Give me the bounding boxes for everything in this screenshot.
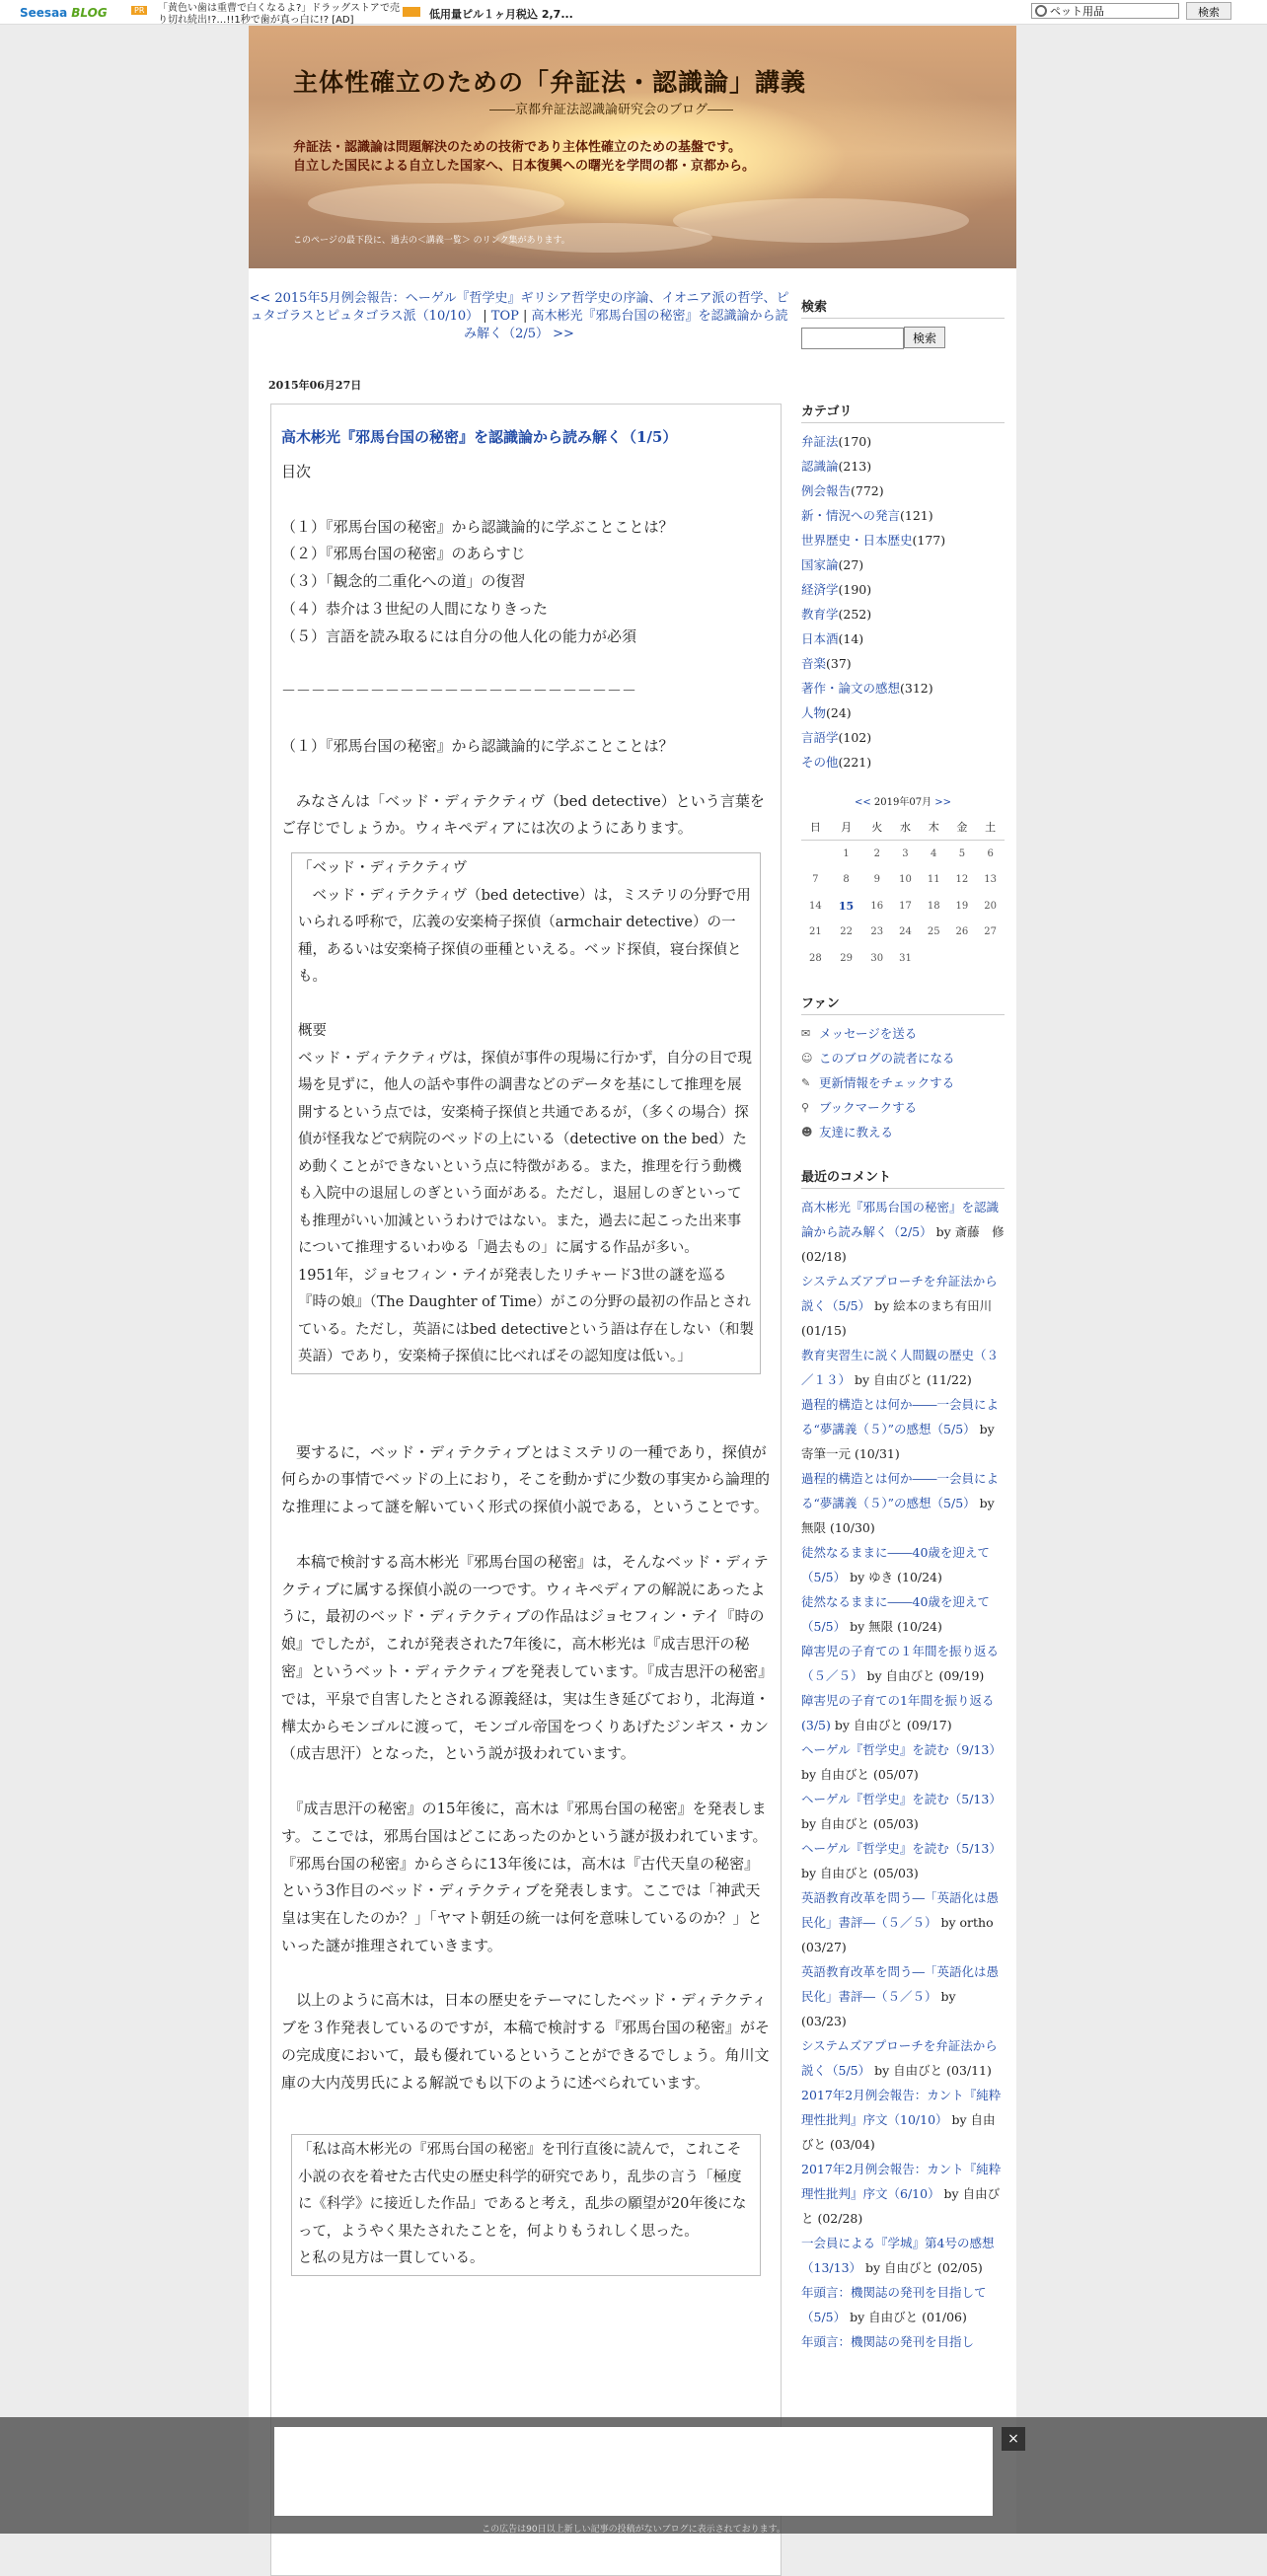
- comment-item: [801, 1836, 1005, 1885]
- calendar-day: 5: [958, 847, 966, 859]
- category-count: (190): [838, 582, 872, 597]
- toolbar-search-input[interactable]: [1031, 3, 1179, 19]
- friend-icon: ☻: [801, 1125, 813, 1139]
- comment-article-link[interactable]: 2017年2月例会報告：カント『純粋理性批判』序文（10/10）: [801, 2088, 1002, 2127]
- search-icon: [1035, 5, 1047, 17]
- category-item: [801, 478, 1005, 503]
- topbar-ad-link-2[interactable]: 低用量ピル１ヶ月税込 2,7...: [429, 8, 573, 21]
- calendar-day: 21: [808, 926, 822, 938]
- toolbar-search-button[interactable]: 検索: [1186, 2, 1231, 20]
- comment-author: by 自由びと (05/03): [801, 1816, 919, 1831]
- calendar-day: 30: [870, 952, 884, 964]
- toc-item: （３）「観念的二重化への道」の復習: [281, 572, 526, 591]
- category-count: (221): [838, 755, 872, 770]
- calendar-day: 28: [808, 952, 822, 964]
- comment-author: by ゆき (10/24): [846, 1570, 942, 1584]
- next-article-link[interactable]: 高木彬光『邪馬台国の秘密』を認識論から読み解く（2/5） >>: [464, 309, 788, 341]
- calendar-day: 18: [927, 900, 940, 912]
- comment-item: [801, 2033, 1005, 2083]
- comment-item: [801, 1343, 1005, 1392]
- comment-article-link[interactable]: 一会員による『学城』第4号の感想（13/13）: [801, 2236, 995, 2275]
- comment-author: by 無限 (10/30): [801, 1496, 995, 1535]
- comment-item: [801, 1885, 1005, 1959]
- category-link[interactable]: 国家論: [801, 557, 839, 572]
- calendar-day: 29: [840, 952, 853, 964]
- comment-article-link[interactable]: ヘーゲル『哲学史』を読む（9/13）: [801, 1742, 1002, 1757]
- comment-author: by 絵本のまち有田川 (01/15): [801, 1298, 993, 1338]
- category-link[interactable]: 著作・論文の感想: [801, 681, 901, 696]
- comment-article-link[interactable]: 高木彬光『邪馬台国の秘密』を認識論から読み解く（2/5）: [801, 1200, 1000, 1239]
- calendar-day: 23: [870, 926, 884, 938]
- fan-item: [801, 1021, 1005, 1046]
- fan-item: [801, 1095, 1005, 1120]
- comment-article-link[interactable]: システムズアプローチを弁証法から説く（5/5）: [801, 2038, 998, 2078]
- calendar-day-today[interactable]: 15: [838, 899, 855, 913]
- fan-link[interactable]: 友達に教える: [819, 1125, 894, 1140]
- blockquote: [291, 2134, 761, 2276]
- calendar-day: 27: [984, 926, 997, 938]
- overlay-note: この広告は90日以上新しい記事の投稿がないブログに表示されております。: [482, 2525, 785, 2535]
- comment-author: by 寄筆一元 (10/31): [801, 1422, 995, 1461]
- category-count: (177): [912, 533, 946, 548]
- comment-article-link[interactable]: 徒然なるままに――40歳を迎えて（5/5）: [801, 1594, 990, 1634]
- calendar-week: [801, 945, 1005, 972]
- comment-item: [801, 1269, 1005, 1343]
- calendar-day: 6: [987, 847, 994, 859]
- calendar-month: 2019年07月: [873, 797, 932, 808]
- quote-text: 概要: [298, 1023, 327, 1040]
- comment-item: [801, 1737, 1005, 1787]
- category-link[interactable]: 言語学: [801, 730, 839, 745]
- calendar-day: [976, 945, 1005, 972]
- post-body: [281, 459, 771, 2286]
- comment-author: by 自由びと (09/17): [830, 1718, 952, 1732]
- divider: －－－－－－－－－－－－－－－－－－－－－－－－: [281, 682, 637, 700]
- calendar-day: 22: [840, 926, 853, 938]
- category-item: [801, 676, 1005, 700]
- paragraph: 要するに，ベッド・ディテクティブとはミステリの一種であり，探偵が何らかの事情でベッドの上におり，そこを動かずに少数の事実から論理的な推理によって謎を解いていく形式の探偵小説である，ということです。: [281, 1442, 771, 1516]
- category-link[interactable]: 人物: [801, 705, 827, 720]
- quote-text: 「ベッド・ディテクティヴ: [298, 860, 468, 877]
- comment-author: by 自由びと (05/07): [801, 1767, 919, 1782]
- calendar-day: 19: [955, 900, 969, 912]
- category-count: (772): [851, 483, 884, 498]
- category-count: (14): [838, 631, 864, 646]
- calendar-week: [801, 841, 1005, 867]
- calendar-week: [801, 867, 1005, 894]
- blog-description: 弁証法・認識論は問題解決のための技術であり主体性確立のための基盤です。: [293, 140, 741, 155]
- toc-item: （５）言語を読み取るには自分の他人化の能力が必須: [281, 626, 637, 645]
- calendar-day: [801, 841, 830, 867]
- post-date: 2015年06月27日: [268, 379, 362, 392]
- category-link[interactable]: 新・情況への発言: [801, 508, 901, 523]
- comment-article-link[interactable]: 障害児の子育ての１年間を振り返る（５／５）: [801, 1644, 1000, 1683]
- toc-item: （２）『邪馬台国の秘密』のあらすじ: [281, 545, 526, 563]
- toc-heading: 目次: [281, 463, 312, 480]
- comment-article-link[interactable]: 年頭言：機関誌の発刊を目指し: [801, 2334, 975, 2349]
- fan-link[interactable]: 更新情報をチェックする: [819, 1075, 955, 1090]
- fan-item: [801, 1046, 1005, 1070]
- search-heading: 検索: [801, 296, 1005, 319]
- calendar-week: [801, 893, 1005, 920]
- calendar-day: 8: [843, 874, 850, 886]
- quote-text: 1951年，ジョセフィン・テイが発表したリチャード3世の謎を巡る『時の娘』（The Daughter of Time）がこの分野の最初の作品とされている。ただし，英語にはbed detectiveという語は存在しない（和製英語）であり，安楽椅子探偵に比べればその認知度は低い。」: [298, 1267, 754, 1365]
- sidebar-search-input[interactable]: [801, 328, 904, 349]
- category-item: [801, 700, 1005, 725]
- bookmark-icon: ⚲: [801, 1100, 810, 1114]
- category-heading: カテゴリ: [801, 401, 1005, 423]
- blog-header: [249, 26, 1016, 268]
- recent-comments-heading: 最近のコメント: [801, 1166, 1005, 1189]
- paragraph: 『成吉思汗の秘密』の15年後に，高木は『邪馬台国の秘密』を発表します。ここでは，邪馬台国はどこにあったのかという謎が扱われています。『邪馬台国の秘密』からさらに13年後には，高木は『古代天皇の秘密』という3作目のベッド・ディテクティブを発表します。ここでは「神武天皇は実在したのか？」「ヤマト朝廷の統一は何を意味しているのか？」といった謎が推理されていきます。: [281, 1799, 768, 1954]
- category-item: [801, 552, 1005, 577]
- header-note: このページの最下段に、過去の＜講義一覧＞ のリンク集があります。: [293, 236, 570, 246]
- calendar-day: 4: [931, 847, 937, 859]
- category-count: (252): [838, 607, 872, 622]
- category-item: [801, 528, 1005, 552]
- paragraph: 本稿で検討する高木彬光『邪馬台国の秘密』は，そんなベッド・ディテクティブに属する探偵小説の一つです。ウィキペディアの解説にあったように，最初のベッド・ディテクティブの作品はジョセフィン・テイ『時の娘』でしたが，これが発表された7年後に，高木彬光は『成吉思汗の秘密』というベット・ディテクティブを発表しています。『成吉思汗の秘密』では，平泉で自害したとされる源義経は，実は生き延びており，北海道・樺太からモンゴルに渡って，モンゴル帝国をつくりあげたジンギス・カン（成吉思汗）となった，という説が扱われています。: [281, 1552, 771, 1763]
- comment-article-link[interactable]: 過程的構造とは何か――一会員による“夢講義（５）”の感想（5/5）: [801, 1471, 1000, 1510]
- toc-item: （４）恭介は３世紀の人間になりきった: [281, 599, 549, 618]
- quote-text: ベッド・ディテクティヴは，探偵が事件の現場に行かず，自分の目で現場を見ずに，他人の話や事件の調書などのデータを基にして推理を展開するという点では，安楽椅子探偵と共通であるが，（多くの場合）探偵が怪我などで病院のベッドの上にいる（detective on the bed）ため動くことができないという点に特徴がある。また，推理を行う動機も入院中の退屈しのぎという面がある。ただし，退屈しのぎといっても推理がいい加減というわけではない。また，過去に起こった出来事について推理するいわゆる「過去もの」に属する作品が多い。: [298, 1050, 752, 1257]
- category-count: (102): [838, 730, 872, 745]
- comment-item: [801, 1466, 1005, 1540]
- calendar-prev-link[interactable]: <<: [854, 797, 871, 808]
- post-title[interactable]: 高木彬光『邪馬台国の秘密』を認識論から読み解く（1/5）: [281, 428, 678, 446]
- overlay-ad-bar: [0, 2417, 1267, 2534]
- comment-author: by 無限 (10/24): [846, 1619, 942, 1634]
- calendar-day: 11: [927, 874, 940, 886]
- calendar-day: 25: [927, 926, 940, 938]
- calendar-day: 7: [812, 874, 819, 886]
- calendar-day: 12: [955, 874, 969, 886]
- comment-item: [801, 1392, 1005, 1466]
- comment-item: [801, 2329, 1005, 2354]
- category-item: [801, 626, 1005, 651]
- calendar-week: [801, 920, 1005, 946]
- calendar-next-link[interactable]: >>: [934, 797, 952, 808]
- paragraph: みなさんは「ベッド・ディテクティヴ（bed detective）という言葉をご存じでしょうか。ウィキペディアには次のようにあります。: [281, 791, 765, 838]
- overlay-ad-slot[interactable]: [274, 2427, 993, 2516]
- comment-item: [801, 1540, 1005, 1589]
- category-list: [801, 429, 1005, 774]
- blog-subtitle: ――京都弁証法認識論研究会のブログ――: [489, 103, 734, 117]
- blockquote: [291, 852, 761, 1374]
- seesaa-logo[interactable]: Seesaa BLOG: [20, 6, 108, 20]
- category-count: (37): [826, 656, 852, 671]
- fan-heading: ファン: [801, 993, 1005, 1015]
- section-heading: （１）『邪馬台国の秘密』から認識論的に学ぶことことは？: [281, 736, 674, 755]
- topbar-ad-link-1[interactable]: 「黄色い歯は重曹で白くなるよ?」ドラッグストアで売り切れ続出!?…!!1秒で歯が真っ白に!? [AD]: [158, 3, 401, 26]
- fan-link[interactable]: ブックマークする: [819, 1100, 918, 1115]
- pr-badge: PR: [131, 6, 147, 15]
- category-item: [801, 602, 1005, 626]
- comment-author: by 自由びと (09/19): [862, 1668, 985, 1683]
- comment-item: [801, 1195, 1005, 1269]
- comment-article-link[interactable]: 英語教育改革を問う―「英語化は愚民化」書評―（５／５）: [801, 1964, 1000, 2004]
- calendar-day: [948, 945, 977, 972]
- comment-item: [801, 2231, 1005, 2280]
- prev-article-link[interactable]: << 2015年5月例会報告：ヘーゲル『哲学史』ギリシア哲学史の序論、イオニア派の哲学、ピュタゴラスとピュタゴラス派（10/10）: [249, 291, 789, 324]
- category-link[interactable]: 例会報告: [801, 483, 852, 498]
- category-item: [801, 750, 1005, 774]
- comment-article-link[interactable]: 2017年2月例会報告：カント『純粋理性批判』序文（6/10）: [801, 2162, 1002, 2201]
- category-count: (24): [826, 705, 852, 720]
- calendar-section: [801, 793, 1005, 972]
- fan-link[interactable]: このブログの読者になる: [819, 1051, 955, 1066]
- comment-item: [801, 1688, 1005, 1737]
- page-container: [249, 26, 1016, 2534]
- calendar-weekday: 水: [891, 814, 920, 841]
- comment-item: [801, 1589, 1005, 1639]
- category-link[interactable]: 経済学: [801, 582, 839, 597]
- post: [270, 404, 782, 2576]
- blog-description: 自立した国民による自立した国家へ、日本復興への曙光を学問の都・京都から。: [293, 159, 756, 174]
- comment-item: [801, 2280, 1005, 2329]
- calendar-day: 2: [873, 847, 880, 859]
- calendar-weekday: 月: [830, 814, 863, 841]
- comment-article-link[interactable]: システムズアプローチを弁証法から説く（5/5）: [801, 1274, 998, 1313]
- comment-article-link[interactable]: 教育実習生に説く人間観の歴史（３／１３）: [801, 1348, 1000, 1387]
- comment-article-link[interactable]: ヘーゲル『哲学史』を読む（5/13）: [801, 1841, 1002, 1856]
- comment-item: [801, 2157, 1005, 2231]
- fan-item: [801, 1120, 1005, 1144]
- calendar-day: 16: [870, 900, 884, 912]
- mail-icon: [403, 7, 420, 17]
- category-link[interactable]: 世界歴史・日本歴史: [801, 533, 913, 548]
- nav-separator: |: [518, 309, 532, 324]
- sidebar: [801, 296, 1005, 2349]
- comment-author: by 自由びと (02/05): [861, 2260, 983, 2275]
- comment-article-link[interactable]: ヘーゲル『哲学史』を読む（5/13）: [801, 1792, 1002, 1806]
- rss-icon: ✎: [801, 1075, 811, 1089]
- comment-author: by 自由びと (01/06): [846, 2310, 967, 2324]
- toc-item: （１）『邪馬台国の秘密』から認識論的に学ぶことことは？: [281, 517, 674, 536]
- comment-author: by 斎藤 修 (02/18): [801, 1224, 1005, 1264]
- comment-author: by 自由びと (02/28): [801, 2186, 1001, 2226]
- calendar-day: 1: [843, 847, 850, 859]
- category-count: (121): [900, 508, 933, 523]
- calendar-weekday: 火: [862, 814, 891, 841]
- paragraph: 以上のように高木は，日本の歴史をテーマにしたベッド・ディテクティブを３作発表しているのですが，本稿で検討する『邪馬台国の秘密』がその完成度において，最も優れているということができるでしょう。角川文庫の大内茂男氏による解説でも以下のように述べられています。: [281, 1991, 771, 2092]
- calendar-weekday: 金: [948, 814, 977, 841]
- comment-author: by 自由びと (03/11): [870, 2063, 992, 2078]
- blog-title[interactable]: 主体性確立のための「弁証法・認識論」講義: [293, 68, 807, 97]
- category-link[interactable]: 教育学: [801, 607, 839, 622]
- nav-separator: |: [479, 309, 491, 324]
- calendar-day: 14: [808, 900, 822, 912]
- category-link[interactable]: 日本酒: [801, 631, 839, 646]
- article-navigation: [249, 290, 789, 343]
- quote-text: 「私は高木彬光の『邪馬台国の秘密』を刊行直後に読んで，これこそ小説の衣を着せた古代史の歴史科学的研究であり，乱歩の言う「極度に《科学》に接近した作品」であると考え，乱歩の願望が20年後になって，ようやく果たされたことを，何よりもうれしく思った。: [298, 2142, 747, 2240]
- category-link[interactable]: 認識論: [801, 459, 839, 474]
- comment-article-link[interactable]: 過程的構造とは何か――一会員による“夢講義（５）”の感想（5/5）: [801, 1397, 1000, 1436]
- calendar-day: 9: [873, 874, 880, 886]
- comment-item: [801, 2083, 1005, 2157]
- calendar-weekday: 木: [920, 814, 948, 841]
- seesaa-toolbar: [0, 0, 1267, 25]
- category-link[interactable]: 音楽: [801, 656, 827, 671]
- calendar-day: 13: [984, 874, 997, 886]
- recent-comments-section: [801, 1166, 1005, 2354]
- comment-item: [801, 1959, 1005, 2033]
- category-count: (27): [838, 557, 864, 572]
- category-item: [801, 503, 1005, 528]
- comment-article-link[interactable]: 年頭言：機関誌の発刊を目指して（5/5）: [801, 2285, 987, 2324]
- comment-author: by 自由びと (05/03): [801, 1866, 919, 1880]
- calendar-day: 10: [899, 874, 912, 886]
- recent-comments-list: [801, 1195, 1005, 2354]
- sidebar-search-button[interactable]: 検索: [904, 327, 945, 348]
- comment-author: by 自由びと (11/22): [851, 1372, 972, 1387]
- mail-icon: ✉: [801, 1026, 811, 1040]
- category-item: [801, 725, 1005, 750]
- comment-author: by 自由びと (03/04): [801, 2112, 996, 2152]
- calendar-day: 31: [899, 952, 912, 964]
- comment-author: by (03/23): [801, 1989, 956, 2028]
- fan-section: [801, 993, 1005, 1144]
- calendar-day: 24: [899, 926, 912, 938]
- calendar-weekday: 日: [801, 814, 830, 841]
- category-section: [801, 401, 1005, 774]
- category-count: (213): [838, 459, 872, 474]
- calendar-day: [920, 945, 948, 972]
- category-item: [801, 651, 1005, 676]
- calendar-day: 3: [902, 847, 909, 859]
- top-link[interactable]: TOP: [490, 309, 519, 324]
- category-link[interactable]: 弁証法: [801, 434, 839, 449]
- comment-article-link[interactable]: 英語教育改革を問う―「英語化は愚民化」書評―（５／５）: [801, 1890, 1000, 1930]
- fan-item: [801, 1070, 1005, 1095]
- category-item: [801, 429, 1005, 454]
- comment-author: by ortho (03/27): [801, 1915, 994, 1954]
- quote-text: ベッド・ディテクティヴ（bed detective）は，ミステリの分野で用いられる呼称で，広義の安楽椅子探偵（armchair detective）の一種，あるいは安楽椅子探偵の亜種といえる。ベッド探偵，寝台探偵とも。: [298, 887, 751, 986]
- reader-icon: ☺: [801, 1051, 813, 1065]
- calendar-day: 17: [899, 900, 912, 912]
- calendar-nav: [801, 793, 1005, 808]
- comment-item: [801, 1639, 1005, 1688]
- calendar-weekday: 土: [976, 814, 1005, 841]
- calendar-day: 26: [955, 926, 969, 938]
- fan-list: [801, 1021, 1005, 1144]
- category-item: [801, 454, 1005, 478]
- calendar: [801, 814, 1005, 972]
- category-count: (312): [900, 681, 933, 696]
- category-item: [801, 577, 1005, 602]
- category-link[interactable]: その他: [801, 755, 839, 770]
- quote-text: と私の見方は一貫している。: [298, 2250, 484, 2267]
- calendar-day: 20: [984, 900, 997, 912]
- category-count: (170): [838, 434, 872, 449]
- comment-article-link[interactable]: 障害児の子育ての1年間を振り返る(3/5): [801, 1693, 995, 1732]
- close-icon[interactable]: ×: [1002, 2427, 1025, 2451]
- comment-article-link[interactable]: 徒然なるままに――40歳を迎えて（5/5）: [801, 1545, 990, 1584]
- comment-item: [801, 1787, 1005, 1836]
- fan-link[interactable]: メッセージを送る: [819, 1026, 918, 1041]
